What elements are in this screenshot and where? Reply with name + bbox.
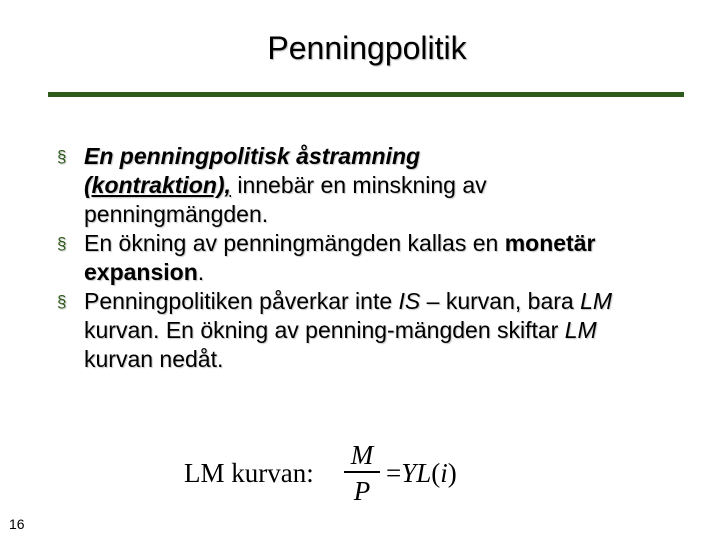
formula-rhs-var: YL xyxy=(401,458,432,488)
bullet-item-1 xyxy=(56,142,656,229)
formula-paren-close: ) xyxy=(447,458,457,488)
bullet-1-term: En penningpolitisk åstramning xyxy=(84,143,421,169)
bullet-marker-icon: § xyxy=(57,147,67,166)
formula-denominator: P xyxy=(353,475,371,506)
page-number: 16 xyxy=(9,516,25,532)
bullet-3-text-c: kurvan. En ökning av penning-mängden skiftar xyxy=(84,317,565,343)
slide-title: Penningpolitik xyxy=(267,30,467,66)
bullet-2-end: . xyxy=(197,259,205,285)
formula-fraction xyxy=(344,440,380,507)
bullet-3-is: IS xyxy=(398,288,421,314)
bullet-1-term-cont: (kontraktion), xyxy=(84,172,231,198)
bullet-3-text-a: Penningpolitiken påverkar inte xyxy=(84,288,399,314)
bullet-3-text-b: – kurvan, bara xyxy=(420,288,581,314)
formula-paren-open: ( xyxy=(431,458,441,488)
bullet-3-lm-1: LM xyxy=(580,288,613,314)
bullet-item-2 xyxy=(56,229,656,287)
bullet-marker-icon: § xyxy=(57,234,67,253)
fraction-bar xyxy=(344,471,380,473)
bullet-item-3 xyxy=(56,287,656,374)
formula-equals: = xyxy=(386,458,402,488)
bullet-3-text-d: kurvan nedåt. xyxy=(84,346,224,372)
lm-formula xyxy=(184,440,504,514)
formula-numerator: M xyxy=(350,440,374,470)
bullet-list xyxy=(56,142,656,374)
bullet-2-text: En ökning av penningmängden kallas en xyxy=(84,230,505,256)
formula-label: LM kurvan: xyxy=(184,458,314,488)
bullet-1-text: innebär en minskning av penningmängden. xyxy=(84,172,487,227)
bullet-2-term: monetär expansion xyxy=(84,230,596,285)
title-underline xyxy=(48,92,684,97)
bullet-marker-icon: § xyxy=(57,292,67,311)
bullet-3-lm-2: LM xyxy=(564,317,597,343)
formula-rhs xyxy=(386,458,457,489)
formula-rhs-arg: i xyxy=(440,458,448,488)
